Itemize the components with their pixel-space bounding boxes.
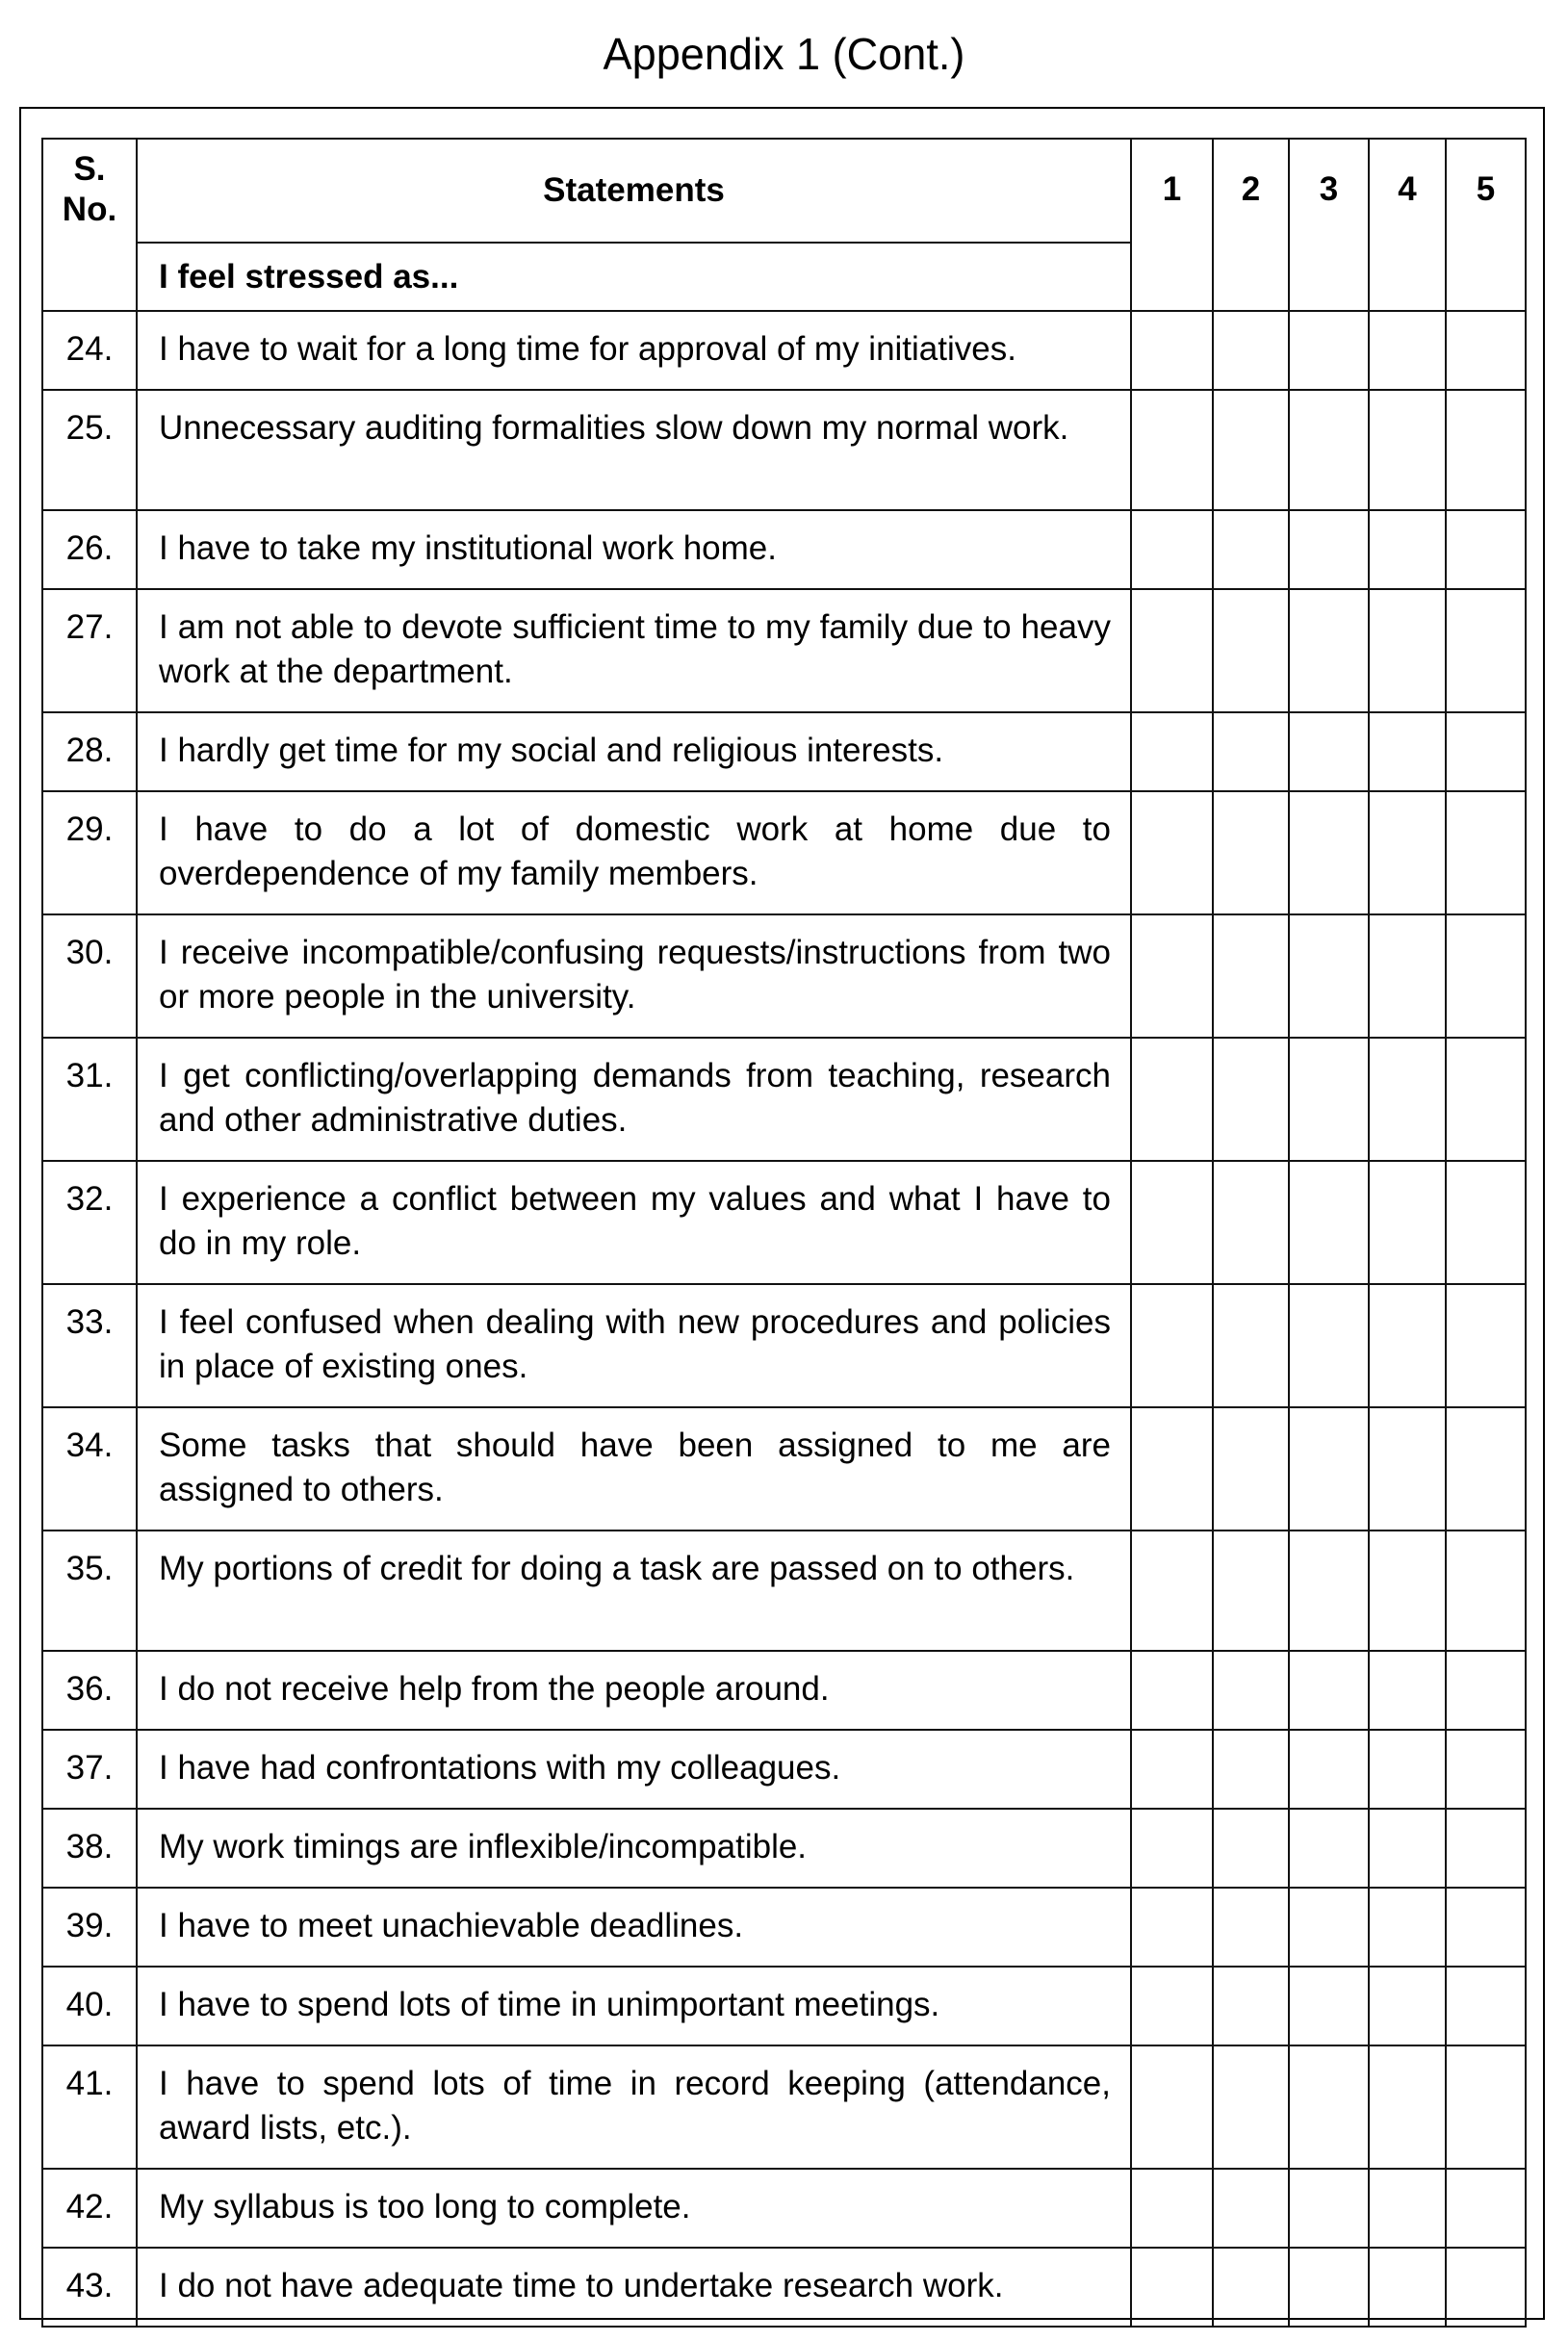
rating-cell-4[interactable] (1369, 1730, 1446, 1809)
rating-cell-5[interactable] (1446, 311, 1526, 390)
row-statement: My portions of credit for doing a task are passed on to others. (137, 1531, 1131, 1651)
row-statement: I have to spend lots of time in record keeping (attendance, award lists, etc.). (137, 2045, 1131, 2169)
rating-cell-1[interactable] (1131, 2169, 1213, 2248)
row-statement: I have to do a lot of domestic work at home due to overdependence of my family members. (137, 791, 1131, 914)
rating-cell-4[interactable] (1369, 1967, 1446, 2045)
rating-cell-5[interactable] (1446, 712, 1526, 791)
rating-cell-4[interactable] (1369, 589, 1446, 712)
row-serial-number: 42. (42, 2169, 137, 2248)
rating-cell-5[interactable] (1446, 589, 1526, 712)
row-statement: I feel confused when dealing with new procedures and policies in place of existing ones. (137, 1284, 1131, 1407)
row-serial-number: 28. (42, 712, 137, 791)
row-statement: I have to take my institutional work home. (137, 510, 1131, 589)
table-row (42, 510, 1526, 589)
rating-cell-3[interactable] (1289, 589, 1369, 712)
rating-cell-4[interactable] (1369, 791, 1446, 914)
row-serial-number: 35. (42, 1531, 137, 1651)
header-statements: Statements (137, 139, 1131, 243)
stress-questionnaire-table (41, 138, 1527, 2328)
row-serial-number: 33. (42, 1284, 137, 1407)
row-statement: I get conflicting/overlapping demands from teaching, research and other administrative duties. (137, 1038, 1131, 1161)
row-statement: I am not able to devote sufficient time to my family due to heavy work at the department. (137, 589, 1131, 712)
row-serial-number: 41. (42, 2045, 137, 2169)
rating-cell-3[interactable] (1289, 1407, 1369, 1531)
rating-cell-1[interactable] (1131, 1967, 1213, 2045)
rating-cell-5[interactable] (1446, 791, 1526, 914)
header-serial-number-line1: S. (73, 150, 106, 188)
table-row (42, 1888, 1526, 1967)
rating-cell-4[interactable] (1369, 1651, 1446, 1730)
page-title: Appendix 1 (Cont.) (603, 29, 965, 79)
row-serial-number: 34. (42, 1407, 137, 1531)
row-serial-number: 25. (42, 390, 137, 510)
rating-cell-1[interactable] (1131, 1161, 1213, 1284)
rating-cell-3[interactable] (1289, 510, 1369, 589)
rating-cell-3[interactable] (1289, 1038, 1369, 1161)
header-rating-5: 5 (1446, 139, 1526, 311)
rating-cell-5[interactable] (1446, 2045, 1526, 2169)
rating-cell-4[interactable] (1369, 1531, 1446, 1651)
row-statement: I have to spend lots of time in unimportant meetings. (137, 1967, 1131, 2045)
table-row (42, 1651, 1526, 1730)
row-statement: I have had confrontations with my colleagues. (137, 1730, 1131, 1809)
rating-cell-1[interactable] (1131, 1888, 1213, 1967)
rating-cell-1[interactable] (1131, 1730, 1213, 1809)
table-row (42, 1730, 1526, 1809)
rating-cell-1[interactable] (1131, 390, 1213, 510)
rating-cell-2[interactable] (1213, 2045, 1289, 2169)
row-statement: I hardly get time for my social and religious interests. (137, 712, 1131, 791)
rating-cell-3[interactable] (1289, 712, 1369, 791)
row-statement: My work timings are inflexible/incompatible. (137, 1809, 1131, 1888)
rating-cell-2[interactable] (1213, 712, 1289, 791)
rating-cell-1[interactable] (1131, 1809, 1213, 1888)
rating-cell-2[interactable] (1213, 1651, 1289, 1730)
table-row (42, 712, 1526, 791)
rating-cell-4[interactable] (1369, 1038, 1446, 1161)
header-stem-prompt: I feel stressed as... (137, 243, 1131, 311)
row-serial-number: 24. (42, 311, 137, 390)
rating-cell-1[interactable] (1131, 914, 1213, 1038)
header-rating-2: 2 (1213, 139, 1289, 311)
rating-cell-4[interactable] (1369, 2045, 1446, 2169)
table-row (42, 589, 1526, 712)
rating-cell-3[interactable] (1289, 1967, 1369, 2045)
rating-cell-5[interactable] (1446, 1407, 1526, 1531)
rating-cell-2[interactable] (1213, 1809, 1289, 1888)
rating-cell-3[interactable] (1289, 914, 1369, 1038)
rating-cell-2[interactable] (1213, 1038, 1289, 1161)
row-serial-number: 38. (42, 1809, 137, 1888)
rating-cell-2[interactable] (1213, 914, 1289, 1038)
rating-cell-1[interactable] (1131, 1284, 1213, 1407)
table-row (42, 914, 1526, 1038)
rating-cell-1[interactable] (1131, 1651, 1213, 1730)
rating-cell-4[interactable] (1369, 2169, 1446, 2248)
row-serial-number: 32. (42, 1161, 137, 1284)
rating-cell-4[interactable] (1369, 2248, 1446, 2327)
rating-cell-1[interactable] (1131, 311, 1213, 390)
rating-cell-3[interactable] (1289, 1161, 1369, 1284)
row-statement: I experience a conflict between my values and what I have to do in my role. (137, 1161, 1131, 1284)
rating-cell-1[interactable] (1131, 2248, 1213, 2327)
rating-cell-5[interactable] (1446, 2169, 1526, 2248)
rating-cell-5[interactable] (1446, 914, 1526, 1038)
rating-cell-5[interactable] (1446, 2248, 1526, 2327)
rating-cell-2[interactable] (1213, 1161, 1289, 1284)
rating-cell-4[interactable] (1369, 510, 1446, 589)
table-row (42, 1809, 1526, 1888)
table-row (42, 2248, 1526, 2327)
rating-cell-1[interactable] (1131, 1531, 1213, 1651)
rating-cell-1[interactable] (1131, 1407, 1213, 1531)
row-serial-number: 27. (42, 589, 137, 712)
row-statement: I do not receive help from the people around. (137, 1651, 1131, 1730)
table-row (42, 2045, 1526, 2169)
rating-cell-3[interactable] (1289, 1651, 1369, 1730)
rating-cell-4[interactable] (1369, 712, 1446, 791)
rating-cell-2[interactable] (1213, 1284, 1289, 1407)
rating-cell-3[interactable] (1289, 1888, 1369, 1967)
row-serial-number: 43. (42, 2248, 137, 2327)
rating-cell-5[interactable] (1446, 390, 1526, 510)
row-serial-number: 39. (42, 1888, 137, 1967)
row-serial-number: 29. (42, 791, 137, 914)
table-row (42, 1284, 1526, 1407)
rating-cell-3[interactable] (1289, 1284, 1369, 1407)
header-serial-number-line2: No. (62, 191, 117, 228)
rating-cell-4[interactable] (1369, 1888, 1446, 1967)
rating-cell-5[interactable] (1446, 1967, 1526, 2045)
rating-cell-2[interactable] (1213, 1967, 1289, 2045)
table-row (42, 1407, 1526, 1531)
statement-rows (42, 311, 1526, 2327)
rating-cell-2[interactable] (1213, 791, 1289, 914)
rating-cell-1[interactable] (1131, 510, 1213, 589)
row-statement: I do not have adequate time to undertake research work. (137, 2248, 1131, 2327)
table-row (42, 1161, 1526, 1284)
rating-cell-5[interactable] (1446, 1809, 1526, 1888)
rating-cell-2[interactable] (1213, 311, 1289, 390)
row-serial-number: 36. (42, 1651, 137, 1730)
table-row (42, 1967, 1526, 2045)
rating-cell-2[interactable] (1213, 589, 1289, 712)
rating-cell-4[interactable] (1369, 311, 1446, 390)
rating-cell-2[interactable] (1213, 1888, 1289, 1967)
row-serial-number: 30. (42, 914, 137, 1038)
row-serial-number: 26. (42, 510, 137, 589)
table-row (42, 791, 1526, 914)
header-serial-number (42, 139, 137, 311)
rating-cell-4[interactable] (1369, 1284, 1446, 1407)
rating-cell-1[interactable] (1131, 2045, 1213, 2169)
rating-cell-3[interactable] (1289, 1531, 1369, 1651)
table-row (42, 1531, 1526, 1651)
rating-cell-2[interactable] (1213, 390, 1289, 510)
rating-cell-3[interactable] (1289, 1809, 1369, 1888)
row-serial-number: 40. (42, 1967, 137, 2045)
header-rating-3: 3 (1289, 139, 1369, 311)
rating-cell-2[interactable] (1213, 1531, 1289, 1651)
rating-cell-2[interactable] (1213, 510, 1289, 589)
rating-cell-2[interactable] (1213, 1730, 1289, 1809)
rating-cell-1[interactable] (1131, 712, 1213, 791)
rating-cell-5[interactable] (1446, 510, 1526, 589)
rating-cell-4[interactable] (1369, 914, 1446, 1038)
rating-cell-5[interactable] (1446, 1531, 1526, 1651)
rating-cell-1[interactable] (1131, 589, 1213, 712)
rating-cell-1[interactable] (1131, 1038, 1213, 1161)
rating-cell-3[interactable] (1289, 390, 1369, 510)
rating-cell-3[interactable] (1289, 791, 1369, 914)
header-rating-4: 4 (1369, 139, 1446, 311)
table-row (42, 2169, 1526, 2248)
row-statement: I receive incompatible/confusing requests/instructions from two or more people in the university. (137, 914, 1131, 1038)
rating-cell-4[interactable] (1369, 1161, 1446, 1284)
rating-cell-3[interactable] (1289, 1730, 1369, 1809)
table-row (42, 311, 1526, 390)
rating-cell-3[interactable] (1289, 311, 1369, 390)
rating-cell-1[interactable] (1131, 791, 1213, 914)
table-row (42, 390, 1526, 510)
row-serial-number: 31. (42, 1038, 137, 1161)
table-row (42, 1038, 1526, 1161)
rating-cell-5[interactable] (1446, 1284, 1526, 1407)
row-statement: I have to meet unachievable deadlines. (137, 1888, 1131, 1967)
rating-cell-5[interactable] (1446, 1651, 1526, 1730)
row-statement: My syllabus is too long to complete. (137, 2169, 1131, 2248)
rating-cell-4[interactable] (1369, 390, 1446, 510)
row-statement: Some tasks that should have been assigned to me are assigned to others. (137, 1407, 1131, 1531)
rating-cell-3[interactable] (1289, 2248, 1369, 2327)
rating-cell-3[interactable] (1289, 2169, 1369, 2248)
rating-cell-5[interactable] (1446, 1161, 1526, 1284)
row-statement: I have to wait for a long time for approval of my initiatives. (137, 311, 1131, 390)
rating-cell-5[interactable] (1446, 1038, 1526, 1161)
rating-cell-4[interactable] (1369, 1407, 1446, 1531)
rating-cell-5[interactable] (1446, 1888, 1526, 1967)
rating-cell-2[interactable] (1213, 2169, 1289, 2248)
header-rating-1: 1 (1131, 139, 1213, 311)
row-statement: Unnecessary auditing formalities slow down my normal work. (137, 390, 1131, 510)
rating-cell-5[interactable] (1446, 1730, 1526, 1809)
rating-cell-4[interactable] (1369, 1809, 1446, 1888)
rating-cell-2[interactable] (1213, 2248, 1289, 2327)
rating-cell-3[interactable] (1289, 2045, 1369, 2169)
row-serial-number: 37. (42, 1730, 137, 1809)
rating-cell-2[interactable] (1213, 1407, 1289, 1531)
